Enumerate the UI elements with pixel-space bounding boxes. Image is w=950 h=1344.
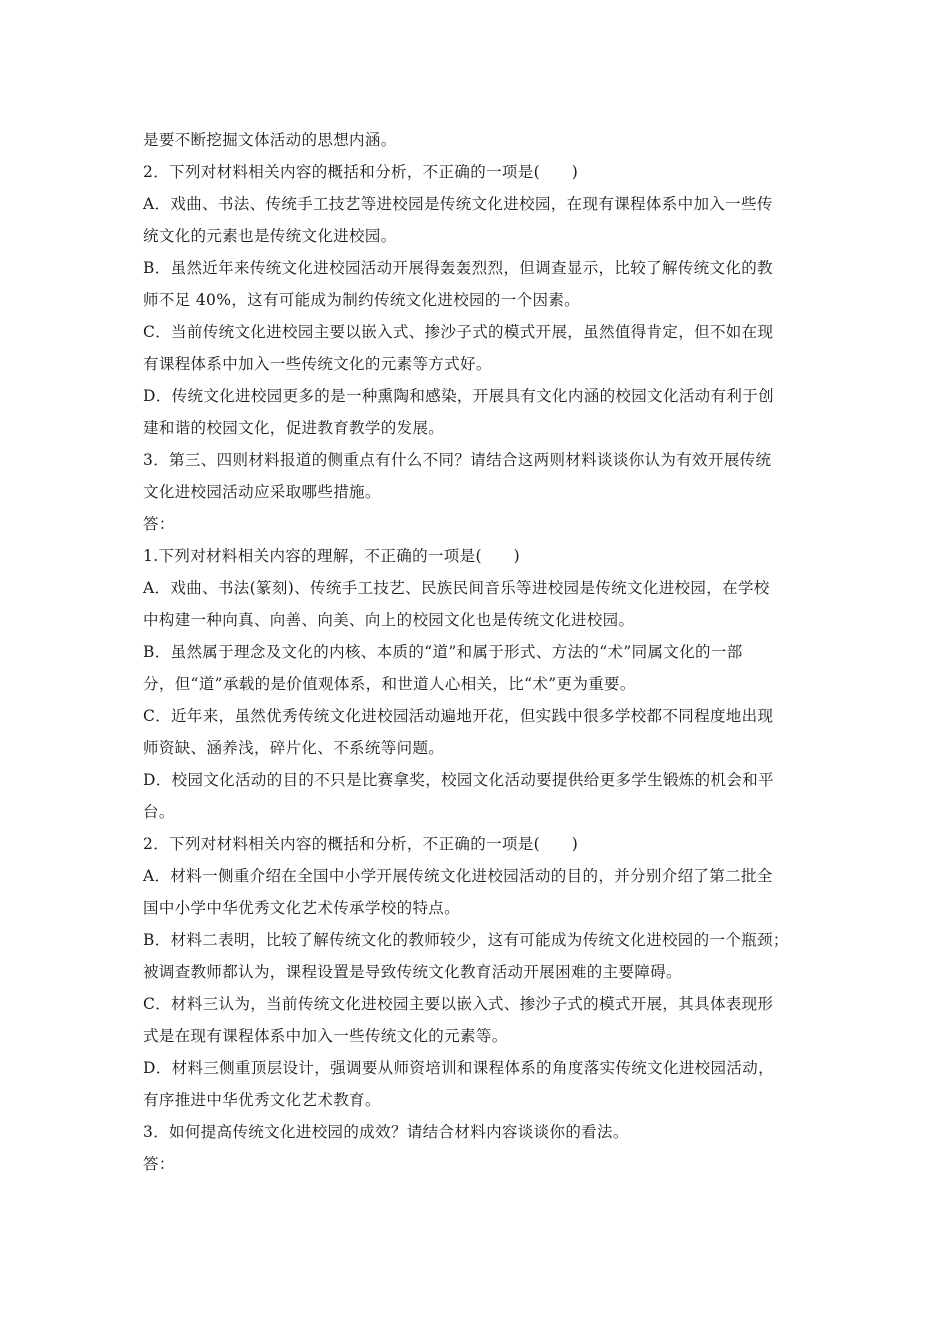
option-b-line: 分，但“道”承载的是价值观体系，和世道人心相关，比“术”更为重要。 [143, 675, 636, 693]
question-3-stem: 文化进校园活动应采取哪些措施。 [143, 483, 381, 501]
option-a-line: 统文化的元素也是传统文化进校园。 [143, 227, 397, 245]
option-a-line: 中构建一种向真、向善、向美、向上的校园文化也是传统文化进校园。 [143, 611, 635, 629]
question-3-stem: 3．如何提高传统文化进校园的成效？请结合材料内容谈谈你的看法。 [143, 1123, 629, 1141]
option-b-line: 师不足 40%，这有可能成为制约传统文化进校园的一个因素。 [143, 291, 581, 309]
option-a-line: A．戏曲、书法、传统手工技艺等进校园是传统文化进校园，在现有课程体系中加入一些传 [143, 195, 773, 213]
option-c-line: 式是在现有课程体系中加入一些传统文化的元素等。 [143, 1027, 508, 1045]
text-line: 是要不断挖掘文体活动的思想内涵。 [143, 131, 397, 149]
option-b-line: B．材料二表明，比较了解传统文化的教师较少，这有可能成为传统文化进校园的一个瓶颈； [143, 931, 789, 949]
question-2-stem: 2．下列对材料相关内容的概括和分析，不正确的一项是( ) [143, 835, 579, 853]
option-b-line: B．虽然属于理念及文化的内核、本质的“道”和属于形式、方法的“术”同属文化的一部 [143, 643, 743, 661]
question-2-stem: 2．下列对材料相关内容的概括和分析，不正确的一项是( ) [143, 163, 579, 181]
option-a-line: A．戏曲、书法(篆刻)、传统手工技艺、民族民间音乐等进校园是传统文化进校园，在学校 [143, 579, 770, 597]
option-c-line: C．材料三认为，当前传统文化进校园主要以嵌入式、掺沙子式的模式开展，其具体表现形 [143, 995, 774, 1013]
question-3-stem: 3．第三、四则材料报道的侧重点有什么不同？请结合这两则材料谈谈你认为有效开展传统 [143, 451, 772, 469]
option-b-line: B．虽然近年来传统文化进校园活动开展得轰轰烈烈，但调查显示，比较了解传统文化的教 [143, 259, 773, 277]
option-c-line: 有课程体系中加入一些传统文化的元素等方式好。 [143, 355, 492, 373]
option-d-line: D．材料三侧重顶层设计，强调要从师资培训和课程体系的角度落实传统文化进校园活动， [143, 1059, 774, 1077]
option-c-line: C．近年来，虽然优秀传统文化进校园活动遍地开花，但实践中很多学校都不同程度地出现 [143, 707, 774, 725]
question-1-stem: 1.下列对材料相关内容的理解，不正确的一项是( ) [143, 547, 520, 565]
option-a-line: 国中小学中华优秀文化艺术传承学校的特点。 [143, 899, 461, 917]
option-d-line: 有序推进中华优秀文化艺术教育。 [143, 1091, 381, 1109]
answer-label: 答： [143, 515, 175, 533]
option-d-line: 台。 [143, 803, 175, 821]
option-d-line: 建和谐的校园文化，促进教育教学的发展。 [143, 419, 445, 437]
answer-label: 答： [143, 1155, 175, 1173]
option-d-line: D．校园文化活动的目的不只是比赛拿奖，校园文化活动要提供给更多学生锻炼的机会和平 [143, 771, 774, 789]
option-b-line: 被调查教师都认为，课程设置是导致传统文化教育活动开展困难的主要障碍。 [143, 963, 682, 981]
option-d-line: D．传统文化进校园更多的是一种熏陶和感染，开展具有文化内涵的校园文化活动有利于创 [143, 387, 774, 405]
option-a-line: A．材料一侧重介绍在全国中小学开展传统文化进校园活动的目的，并分别介绍了第二批全 [143, 867, 773, 885]
document-page [143, 124, 823, 1180]
option-c-line: C．当前传统文化进校园主要以嵌入式、掺沙子式的模式开展，虽然值得肯定，但不如在现 [143, 323, 774, 341]
option-c-line: 师资缺、涵养浅，碎片化、不系统等问题。 [143, 739, 445, 757]
